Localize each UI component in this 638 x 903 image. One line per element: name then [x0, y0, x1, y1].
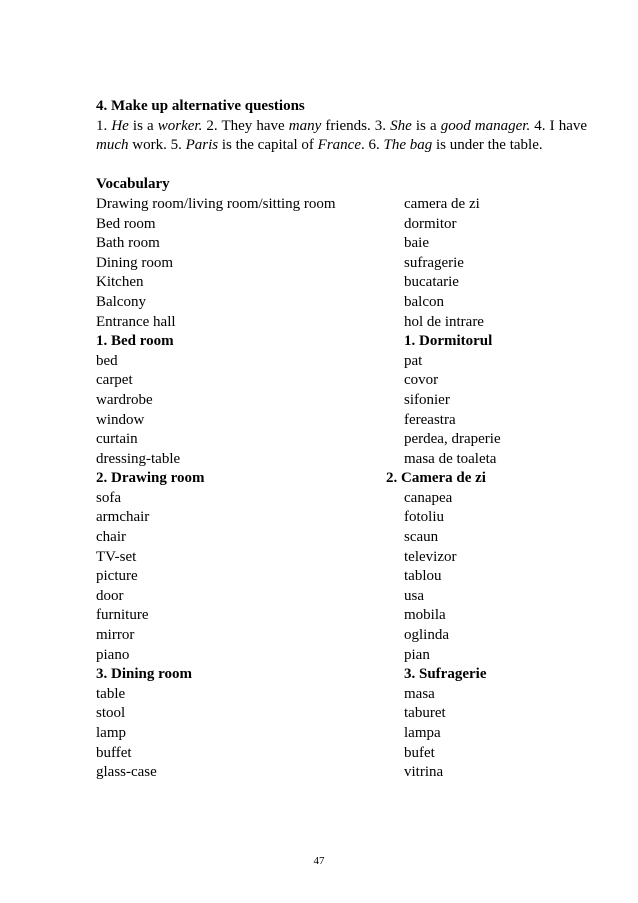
english-term: furniture [96, 607, 149, 624]
vocabulary-row [96, 567, 587, 587]
spacer [96, 156, 587, 176]
italic-text: much [96, 137, 129, 154]
english-term: lamp [96, 725, 126, 741]
romanian-term: masa de toaleta [404, 450, 497, 467]
romanian-term: scaun [404, 529, 439, 546]
english-term: table [96, 685, 126, 702]
vocabulary-row [96, 587, 587, 607]
vocabulary-heading: Vocabulary [96, 176, 170, 193]
italic-text: many [288, 117, 322, 134]
english-term: picture [96, 568, 138, 585]
text-run: is the capital of [218, 137, 318, 154]
text-run: work. 5. [128, 137, 186, 154]
english-term: stool [96, 705, 126, 722]
romanian-term: baie [404, 235, 429, 252]
romanian-term: oglinda [404, 627, 449, 644]
vocabulary-row [96, 606, 587, 626]
vocabulary-row [96, 352, 587, 372]
romanian-term: fereastra [404, 411, 456, 428]
romanian-term: 3. Sufragerie [404, 666, 487, 683]
vocabulary-row [96, 293, 587, 313]
english-term: armchair [96, 509, 150, 526]
english-term: bed [96, 352, 118, 369]
romanian-term: sufragerie [404, 254, 464, 271]
vocabulary-row [96, 508, 587, 528]
romanian-term: pian [404, 646, 430, 663]
english-term: window [96, 411, 145, 428]
english-term: 2. Drawing room [96, 470, 205, 487]
exercise-text [96, 117, 587, 156]
text-run: 1. [96, 117, 112, 134]
vocabulary-row [96, 685, 587, 705]
english-term: Balcony [96, 293, 146, 310]
section-heading-row [96, 332, 587, 352]
romanian-term: fotoliu [404, 509, 444, 526]
vocabulary-row [96, 313, 587, 333]
english-term: 3. Dining room [96, 666, 192, 683]
english-term: TV-set [96, 548, 137, 565]
romanian-term: perdea, draperie [404, 431, 501, 448]
romanian-term: dormitor [404, 215, 457, 232]
romanian-term: sifonier [404, 391, 450, 408]
english-term: wardrobe [96, 391, 153, 408]
english-term: piano [96, 646, 130, 663]
romanian-term: vitrina [404, 764, 444, 781]
romanian-term: usa [404, 587, 424, 604]
romanian-term: camera de zi [404, 195, 480, 212]
english-term: Bed room [96, 215, 156, 232]
english-term: sofa [96, 489, 121, 506]
vocabulary-row [96, 489, 587, 509]
italic-text: He [111, 117, 129, 134]
english-term: door [96, 587, 124, 604]
vocabulary-row [96, 528, 587, 548]
vocabulary-row [96, 391, 587, 411]
text-run: is a [128, 117, 158, 134]
exercise-heading: 4. Make up alternative questions [96, 98, 305, 114]
italic-text: The bag [383, 137, 433, 154]
romanian-term: mobila [404, 607, 446, 624]
english-term: chair [96, 529, 126, 546]
text-run: friends. 3. [321, 117, 391, 134]
vocabulary-row [96, 273, 587, 293]
romanian-term: hol de intrare [404, 313, 484, 330]
english-term: carpet [96, 372, 133, 389]
text-run: is a [411, 117, 441, 134]
italic-text: She [390, 117, 412, 134]
vocabulary-row [96, 704, 587, 724]
vocabulary-row [96, 744, 587, 764]
english-term: dressing-table [96, 450, 181, 467]
english-term: Entrance hall [96, 313, 176, 330]
romanian-term: televizor [404, 548, 457, 565]
english-term: 1. Bed room [96, 333, 174, 350]
vocabulary-row [96, 646, 587, 666]
vocabulary-row [96, 626, 587, 646]
romanian-term: bufet [404, 744, 435, 761]
text-run: . 6. [360, 137, 384, 154]
romanian-term: lampa [404, 725, 441, 741]
english-term: Dining room [96, 254, 174, 271]
english-term: Kitchen [96, 274, 144, 291]
english-term: Drawing room/living room/sitting room [96, 195, 336, 212]
text-run: is under the table. [432, 137, 543, 154]
italic-text: Paris [185, 137, 219, 154]
english-term: glass-case [96, 764, 157, 781]
romanian-term: tablou [404, 568, 442, 585]
section-heading-row [96, 469, 587, 489]
vocabulary-row [96, 548, 587, 568]
vocabulary-row [96, 724, 587, 744]
romanian-term: balcon [404, 293, 444, 310]
vocabulary-row [96, 254, 587, 274]
vocabulary-row [96, 411, 587, 431]
vocabulary-row [96, 430, 587, 450]
vocabulary-list [96, 195, 587, 783]
vocabulary-row [96, 763, 587, 783]
vocabulary-row [96, 215, 587, 235]
english-term: buffet [96, 744, 132, 761]
romanian-term: 2. Camera de zi [386, 470, 486, 487]
vocabulary-row [96, 195, 587, 215]
section-heading-row [96, 665, 587, 685]
text-run: 2. They have [202, 117, 289, 134]
vocabulary-row [96, 450, 587, 470]
romanian-term: pat [404, 352, 423, 369]
romanian-term: bucatarie [404, 274, 459, 291]
romanian-term: masa [404, 685, 435, 702]
italic-text: France [317, 137, 361, 154]
romanian-term: covor [404, 372, 439, 389]
vocabulary-row [96, 234, 587, 254]
english-term: Bath room [96, 235, 160, 252]
romanian-term: 1. Dormitorul [404, 333, 493, 350]
text-run: 4. I have [530, 117, 588, 134]
page-content [96, 97, 587, 783]
page-number: 47 [313, 855, 325, 867]
english-term: curtain [96, 431, 138, 448]
italic-text: good manager. [440, 117, 531, 134]
vocabulary-row [96, 371, 587, 391]
english-term: mirror [96, 627, 135, 644]
italic-text: worker. [157, 117, 203, 134]
romanian-term: taburet [404, 705, 446, 722]
romanian-term: canapea [404, 489, 453, 506]
